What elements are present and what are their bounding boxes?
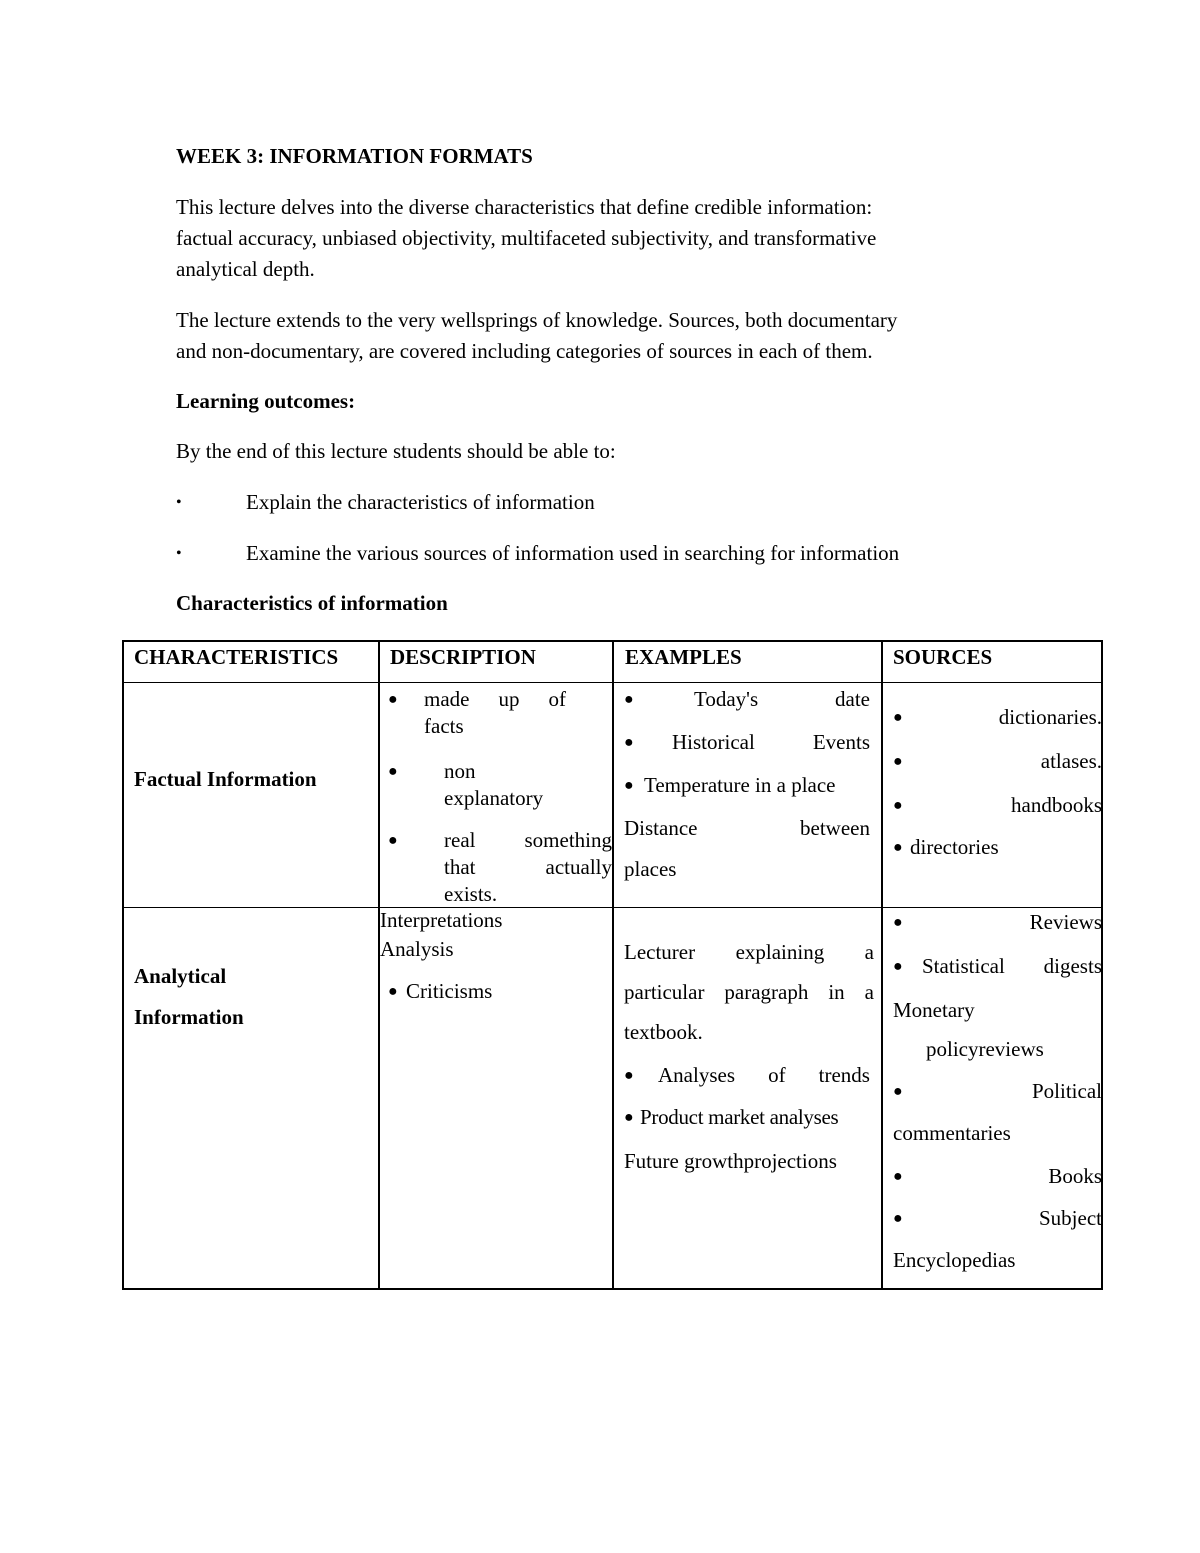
row2-src-item-6: Subject [1039, 1206, 1102, 1230]
word: that [444, 855, 476, 879]
row2-src-item-4-cont: commentaries [893, 1121, 1011, 1145]
column-divider-3 [881, 640, 883, 1290]
row2-src-item-5: Books [1048, 1164, 1102, 1188]
row2-src-bullet-4: ● [893, 1168, 903, 1185]
outcome-item-2: Examine the various sources of information used in searching for information [246, 541, 900, 565]
table-heading: Characteristics of information [176, 591, 448, 615]
row1-desc-item-1 [424, 686, 566, 713]
row1-desc-item-2-cont: explanatory [444, 786, 544, 810]
row2-src-bullet-3: ● [893, 1083, 903, 1100]
word: something [524, 828, 612, 852]
row1-ex-bullet-1: ● [624, 691, 634, 708]
word: particular [624, 980, 705, 1004]
row1-src-bullet-1: ● [893, 709, 903, 726]
word: actually [545, 855, 612, 879]
row2-ex-line-1 [624, 939, 874, 966]
word: Distance [624, 816, 698, 840]
row2-src-bullet-2: ● [893, 958, 903, 975]
row2-desc-line-1: Interpretations [380, 908, 503, 932]
row1-ex-item-1 [694, 686, 870, 713]
row1-ex-item-2 [672, 729, 870, 756]
para2-line-1: The lecture extends to the very wellsprings of knowledge. Sources, both documentary [176, 308, 898, 332]
row2-ex-line-6: Future growthprojections [624, 1149, 837, 1173]
row1-src-bullet-4: ● [893, 839, 903, 856]
header-examples: EXAMPLES [625, 645, 742, 669]
intro-line-3: analytical depth. [176, 257, 315, 281]
row1-desc-item-3-cont [444, 854, 612, 881]
row1-src-bullet-2: ● [893, 753, 903, 770]
row1-desc-item-3-end: exists. [444, 882, 498, 906]
row1-characteristic: Factual Information [134, 767, 317, 791]
row1-src-item-3: handbooks [1011, 793, 1102, 817]
word: trends [818, 1063, 870, 1087]
row2-src-bullet-1: ● [893, 914, 903, 931]
word: paragraph [724, 980, 809, 1004]
outcome-bullet-1: • [176, 494, 182, 511]
row2-src-item-6-cont: Encyclopedias [893, 1248, 1016, 1272]
row2-characteristic-line-1: Analytical [134, 964, 227, 988]
row2-src-item-1: Reviews [1029, 910, 1102, 934]
word: of [768, 1063, 786, 1087]
row1-src-bullet-3: ● [893, 797, 903, 814]
row2-src-item-3: Monetary [893, 998, 975, 1022]
word: a [864, 980, 874, 1004]
characteristics-table [122, 640, 1103, 1290]
outcomes-heading: Learning outcomes: [176, 389, 356, 413]
row2-src-item-4: Political [1032, 1079, 1102, 1103]
word: digests [1043, 954, 1102, 978]
word: Statistical [922, 954, 1005, 978]
word: Historical [672, 730, 755, 754]
row2-ex-line-5: Product market analyses [640, 1105, 839, 1129]
outcomes-lead: By the end of this lecture students should be able to: [176, 439, 616, 463]
row1-ex-bullet-2: ● [624, 734, 634, 751]
row2-src-item-3-cont: policyreviews [926, 1037, 1044, 1061]
intro-line-2: factual accuracy, unbiased objectivity, multifaceted subjectivity, and transformative [176, 226, 877, 250]
row1-desc-item-1-cont: facts [424, 714, 464, 738]
row1-desc-item-3 [444, 827, 612, 854]
row1-src-item-1: dictionaries. [998, 705, 1102, 729]
word: date [835, 687, 870, 711]
column-divider-1 [378, 640, 380, 1290]
row2-ex-bullet-2: ● [624, 1109, 634, 1126]
header-description: DESCRIPTION [390, 645, 536, 669]
word: real [444, 828, 476, 852]
header-characteristics: CHARACTERISTICS [134, 645, 339, 669]
row2-ex-line-3: textbook. [624, 1020, 703, 1044]
header-sources: SOURCES [893, 645, 993, 669]
row2-src-bullet-5: ● [893, 1210, 903, 1227]
outcome-item-1: Explain the characteristics of information [246, 490, 595, 514]
word: explaining [735, 940, 825, 964]
row2-desc-line-3: Criticisms [406, 979, 493, 1003]
row1-desc-bullet-1: ● [388, 691, 398, 708]
row2-desc-bullet: ● [388, 983, 398, 1000]
row2-ex-line-2 [624, 979, 874, 1006]
word: between [800, 816, 870, 840]
row1-desc-bullet-3: ● [388, 832, 398, 849]
row2-src-item-2 [922, 953, 1102, 980]
para2-line-2: and non-documentary, are covered including categories of sources in each of them. [176, 339, 873, 363]
row1-desc-item-2: non [444, 759, 476, 783]
row1-ex-bullet-3: ● [624, 777, 634, 794]
word: Today's [694, 687, 759, 711]
word: Lecturer [624, 940, 696, 964]
word: made [424, 687, 470, 711]
word: of [548, 687, 566, 711]
row2-desc-line-2: Analysis [380, 937, 454, 961]
outcome-bullet-2: • [176, 545, 182, 562]
word: Analyses [658, 1063, 735, 1087]
column-divider-2 [612, 640, 614, 1290]
word: a [864, 940, 874, 964]
word: Events [812, 730, 870, 754]
page-title: WEEK 3: INFORMATION FORMATS [176, 144, 533, 168]
row1-desc-bullet-2: ● [388, 763, 398, 780]
word: up [498, 687, 520, 711]
row1-ex-item-4 [624, 815, 870, 842]
word: in [828, 980, 845, 1004]
row2-ex-line-4 [658, 1062, 870, 1089]
row1-src-item-4: directories [910, 835, 999, 859]
row2-characteristic-line-2: Information [134, 1005, 244, 1029]
row2-ex-bullet-1: ● [624, 1067, 634, 1084]
row1-ex-item-4-cont: places [624, 857, 677, 881]
row1-ex-item-3: Temperature in a place [644, 773, 836, 797]
row1-src-item-2: atlases. [1040, 749, 1102, 773]
table-border-left [122, 640, 124, 1290]
intro-line-1: This lecture delves into the diverse characteristics that define credible information: [176, 195, 873, 219]
